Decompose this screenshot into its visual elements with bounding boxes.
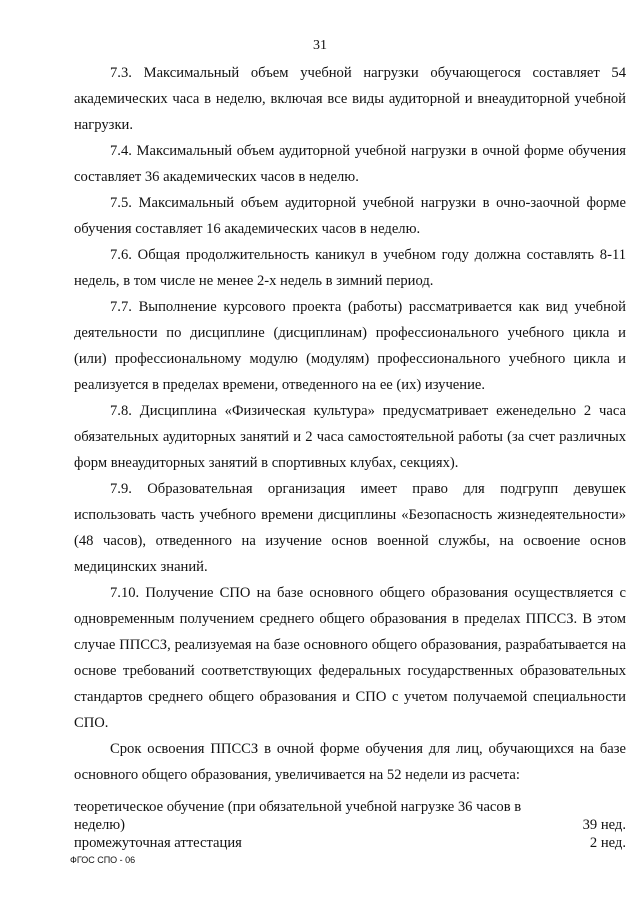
paragraph-7-9: 7.9. Образовательная организация имеет право для подгрупп девушек использовать часть учебного времени дисциплины «Безопасность жизнедеятельности» (48 часов), отведенного на изучение основ военной службы, на освоение основ медицинских знаний. xyxy=(74,481,626,575)
schedule-value: 39 нед. xyxy=(582,817,626,833)
paragraph-duration: Срок освоения ППССЗ в очной форме обучения для лиц, обучающихся на базе основного общего образования, увеличивается на 52 недели из расчета: xyxy=(74,741,626,783)
footer-code: ФГОС СПО - 06 xyxy=(70,855,136,865)
document-body xyxy=(74,60,626,788)
schedule-value: 2 нед. xyxy=(589,835,626,851)
page-number: 31 xyxy=(313,38,327,53)
schedule-row xyxy=(74,798,626,834)
paragraph-7-10: 7.10. Получение СПО на базе основного общего образования осуществляется с одновременным получением среднего общего образования в пределах ППССЗ. В этом случае ППССЗ, реализуемая на базе основного общего образования, разрабатывается на основе требований соответствующих федеральных государственных образовательных стандартов среднего общего образования и СПО с учетом получаемой специальности СПО. xyxy=(74,585,626,731)
paragraph-7-7: 7.7. Выполнение курсового проекта (работы) рассматривается как вид учебной деятельности по дисциплине (дисциплинам) профессионального учебного цикла и (или) профессиональному модулю (модулям) профессионального учебного цикла и реализуется в пределах времени, отведенного на ее (их) изучение. xyxy=(74,299,626,393)
schedule-label: теоретическое обучение (при обязательной учебной нагрузке 36 часов в неделю) xyxy=(74,799,522,833)
paragraph-7-8: 7.8. Дисциплина «Физическая культура» предусматривает еженедельно 2 часа обязательных аудиторных занятий и 2 часа самостоятельной работы (за счет различных форм внеаудиторных занятий в спортивных клубах, секциях). xyxy=(74,403,626,471)
schedule-table xyxy=(74,798,626,852)
paragraph-7-6: 7.6. Общая продолжительность каникул в учебном году должна составлять 8-11 недель, в том числе не менее 2-х недель в зимний период. xyxy=(74,247,626,289)
paragraph-7-5: 7.5. Максимальный объем аудиторной учебной нагрузки в очно-заочной форме обучения составляет 16 академических часов в неделю. xyxy=(74,195,626,237)
schedule-label: промежуточная аттестация xyxy=(74,835,242,851)
paragraph-7-3: 7.3. Максимальный объем учебной нагрузки обучающегося составляет 54 академических часа в неделю, включая все виды аудиторной и внеаудиторной учебной нагрузки. xyxy=(74,65,626,133)
paragraph-7-4: 7.4. Максимальный объем аудиторной учебной нагрузки в очной форме обучения составляет 36 академических часов в неделю. xyxy=(74,143,626,185)
schedule-row xyxy=(74,834,626,852)
